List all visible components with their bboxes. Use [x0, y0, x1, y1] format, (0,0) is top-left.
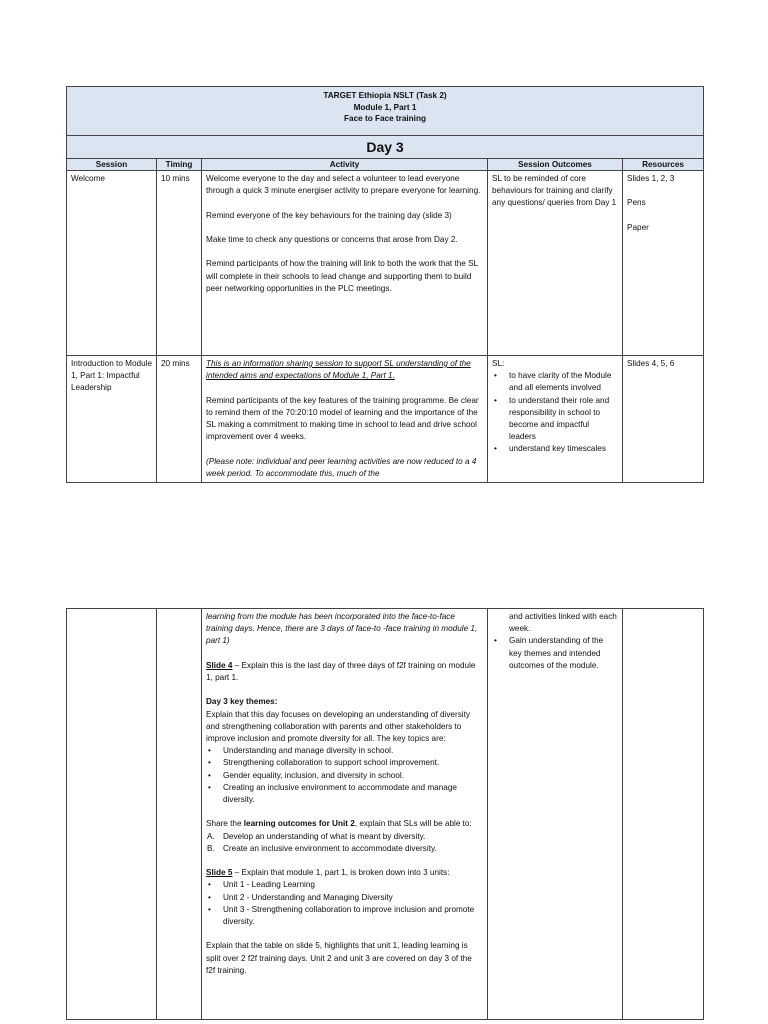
slide-5-text: – Explain that module 1, part 1, is broken down into 3 units: — [232, 868, 450, 878]
table-row — [67, 609, 704, 1020]
program-title: TARGET Ethiopia NSLT (Task 2) — [323, 91, 447, 100]
slide-4-text: – Explain this is the last day of three days of f2f training on module 1, part 1. — [206, 660, 476, 682]
timing-cell: 10 mins — [157, 171, 202, 356]
themes-list — [206, 745, 483, 806]
document-header — [67, 87, 704, 136]
activity-paragraph: Make time to check any questions or concerns that arose from Day 2. — [206, 234, 458, 244]
list-marker: A. — [207, 831, 215, 841]
activity-note: learning from the module has been incorporated into the face-to-face training days. Hence, there are 3 days of face-to -face training in module 1, part 1) — [206, 612, 478, 646]
activity-paragraph: Remind participants of how the training will link to both the work that the SL will complete in their schools to lead change and supporting them to build peer networking opportunities in the PLC meetings. — [206, 259, 478, 293]
outcomes-list — [492, 635, 618, 672]
timing-cell — [157, 609, 202, 1020]
list-item: • Understanding and manage diversity in school. — [206, 745, 483, 757]
col-header-timing: Timing — [157, 159, 202, 171]
col-header-activity: Activity — [202, 159, 488, 171]
themes-text: Explain that this day focuses on developing an understanding of diversity and strengthening collaboration with parents and other stakeholders to improve inclusion and promote diversity for all. The key topics are: — [206, 709, 470, 743]
share-text: , explain that SLs will be able to: — [354, 819, 472, 829]
list-item: • understand key timescales — [492, 443, 618, 455]
activity-paragraph — [206, 867, 483, 879]
col-header-session: Session — [67, 159, 157, 171]
resource-item: Paper — [627, 222, 649, 232]
training-type: Face to Face training — [344, 114, 426, 123]
resources-cell — [623, 171, 704, 356]
session-cell: Welcome — [67, 171, 157, 356]
activity-paragraph — [206, 660, 483, 684]
list-item: • Unit 1 - Leading Learning — [206, 879, 483, 891]
timing-cell: 20 mins — [157, 356, 202, 483]
units-list — [206, 879, 483, 928]
slide-5-label: Slide 5 — [206, 868, 233, 878]
activity-paragraph: Remind participants of the key features of the training programme. Be clear to remind them of the 70:20:10 model of learning and the importance of the SL making a commitment to making time in school to lead and drive school improvement over 4 weeks. — [206, 395, 479, 442]
list-item: • Gender equality, inclusion, and diversity in school. — [206, 770, 483, 782]
table-row — [67, 171, 704, 356]
outcomes-cell: SL to be reminded of core behaviours for training and clarify any questions/ queries from Day 1 — [488, 171, 623, 356]
list-item: • to have clarity of the Module and all elements involved — [492, 370, 618, 394]
training-table-page-1 — [66, 86, 704, 483]
table-row — [67, 356, 704, 483]
share-bold: learning outcomes for Unit 2 — [243, 819, 355, 829]
resources-cell — [623, 609, 704, 1020]
list-text: Create an inclusive environment to accommodate diversity. — [223, 843, 437, 853]
session-cell: Introduction to Module 1, Part 1: Impactful Leadership — [67, 356, 157, 483]
session-cell — [67, 609, 157, 1020]
list-marker: B. — [207, 843, 215, 853]
col-header-outcomes: Session Outcomes — [488, 159, 623, 171]
outcomes-list — [492, 370, 618, 455]
training-table-page-2 — [66, 608, 704, 1020]
list-item — [206, 843, 483, 855]
outcomes-cell — [488, 356, 623, 483]
module-title: Module 1, Part 1 — [353, 102, 417, 112]
activity-paragraph: Welcome everyone to the day and select a volunteer to lead everyone through a quick 3 minute energiser activity to prepare everyone for learning. — [206, 174, 481, 196]
learning-outcomes-list — [206, 831, 483, 855]
activity-paragraph — [206, 818, 483, 830]
list-item: • Unit 2 - Understanding and Managing Diversity — [206, 892, 483, 904]
list-text: Develop an understanding of what is meant by diversity. — [223, 831, 426, 841]
col-header-resources: Resources — [623, 159, 704, 171]
resource-item: Pens — [627, 198, 646, 208]
resource-item: Slides 1, 2, 3 — [627, 174, 675, 183]
list-item — [206, 831, 483, 843]
activity-cell — [202, 609, 488, 1020]
themes-heading: Day 3 key themes: — [206, 697, 278, 707]
resources-cell: Slides 4, 5, 6 — [623, 356, 704, 483]
slide-4-label: Slide 4 — [206, 660, 233, 670]
list-item: • Unit 3 - Strengthening collaboration to improve inclusion and promote diversity. — [206, 904, 483, 928]
outcomes-label: SL: — [492, 359, 505, 368]
list-item: • to understand their role and responsibility in school to become and impactful leaders — [492, 395, 618, 444]
activity-cell — [202, 171, 488, 356]
activity-paragraph: Remind everyone of the key behaviours for the training day (slide 3) — [206, 210, 452, 220]
outcomes-continued: and activities linked with each week. — [509, 612, 617, 634]
activity-paragraph: Explain that the table on slide 5, highlights that unit 1, leading learning is split over 2 f2f training days. Unit 2 and unit 3 are covered on day 3 of the f2f training. — [206, 941, 472, 975]
day-title: Day 3 — [67, 136, 704, 159]
activity-intro: This is an information sharing session to support SL understanding of the intended aims and expectations of Module 1, Part 1. — [206, 359, 471, 381]
outcomes-cell — [488, 609, 623, 1020]
activity-cell — [202, 356, 488, 483]
share-text: Share the — [206, 819, 244, 829]
list-item: • Strengthening collaboration to support school improvement. — [206, 757, 483, 769]
list-item: • Creating an inclusive environment to accommodate and manage diversity. — [206, 782, 483, 806]
activity-note: (Please note: individual and peer learning activities are now reduced to a 4 week period. To accommodate this, much of the — [206, 456, 477, 478]
list-item: • Gain understanding of the key themes and intended outcomes of the module. — [492, 635, 618, 672]
